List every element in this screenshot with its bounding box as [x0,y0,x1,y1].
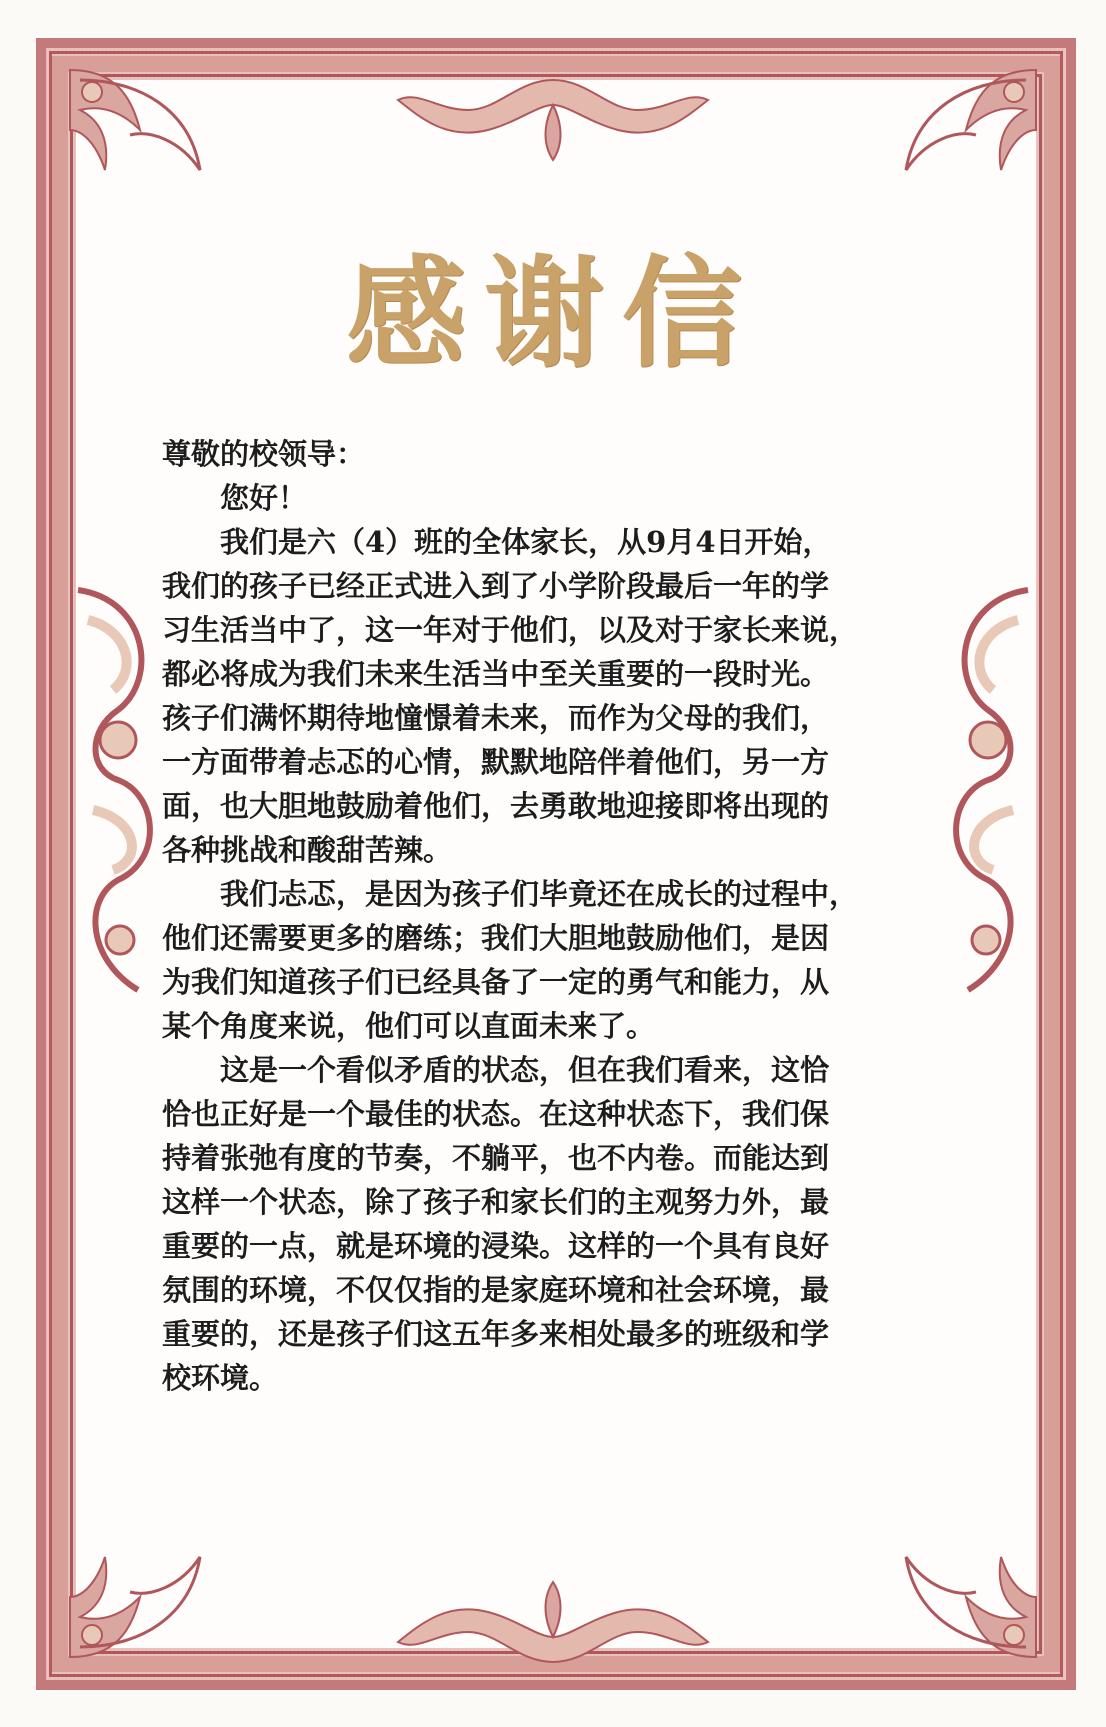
ornament-top-center-icon [378,60,728,170]
ornament-bottom-center-icon [378,1572,728,1682]
letter-line: 面，也大胆地鼓励着他们，去勇敢地迎接即将出现的 [162,789,830,823]
ornament-bottom-right-icon [866,1487,1056,1677]
letter-paragraph-1 [162,520,859,872]
ornament-top-right-icon [866,50,1056,240]
letter-body [162,432,859,1400]
letter-line: 氛围的环境，不仅仅指的是家庭环境和社会环境，最 [162,1273,830,1307]
letter-line: 持着张弛有度的节奏，不躺平，也不内卷。而能达到 [162,1141,830,1175]
letter-line: 某个角度来说，他们可以直面未来了。 [162,1009,656,1043]
letter-line: 这是一个看似矛盾的状态，但在我们看来，这恰 [220,1053,830,1087]
letter-line: 孩子们满怀期待地憧憬着未来，而作为父母的我们， [162,701,830,735]
letter-salutation: 尊敬的校领导： [162,437,366,471]
letter-line: 他们还需要更多的磨练；我们大胆地鼓励他们，是因 [162,921,830,955]
ornament-bottom-left-icon [50,1487,240,1677]
ornament-top-left-icon [50,50,240,240]
letter-line: 我们是六（4）班的全体家长，从9月4日开始， [220,525,832,559]
letter-line: 各种挑战和酸甜苦辣。 [162,833,453,867]
letter-line: 为我们知道孩子们已经具备了一定的勇气和能力，从 [162,965,830,999]
letter-line: 重要的，还是孩子们这五年多来相处最多的班级和学 [162,1317,830,1351]
letter-line: 一方面带着忐忑的心情，默默地陪伴着他们，另一方 [162,745,830,779]
letter-paragraph-2 [162,872,859,1048]
letter-line: 我们忐忑，是因为孩子们毕竟还在成长的过程中， [220,877,859,911]
letter-line: 这样一个状态，除了孩子和家长们的主观努力外，最 [162,1185,830,1219]
letter-greeting: 您好！ [220,481,308,515]
ornament-right-scroll-icon [928,560,1048,1020]
letter-line: 我们的孩子已经正式进入到了小学阶段最后一年的学 [162,569,830,603]
letter-title: 感谢信 [346,243,760,384]
letter-line: 重要的一点，就是环境的浸染。这样的一个具有良好 [162,1229,830,1263]
letter-line: 习生活当中了，这一年对于他们，以及对于家长来说， [162,613,859,647]
ornament-left-scroll-icon [58,560,178,1020]
letter-line: 都必将成为我们未来生活当中至关重要的一段时光。 [162,657,830,691]
letter-line: 恰也正好是一个最佳的状态。在这种状态下，我们保 [162,1097,830,1131]
letter-paragraph-3 [162,1048,852,1400]
letter-line: 校环境。 [162,1361,279,1395]
